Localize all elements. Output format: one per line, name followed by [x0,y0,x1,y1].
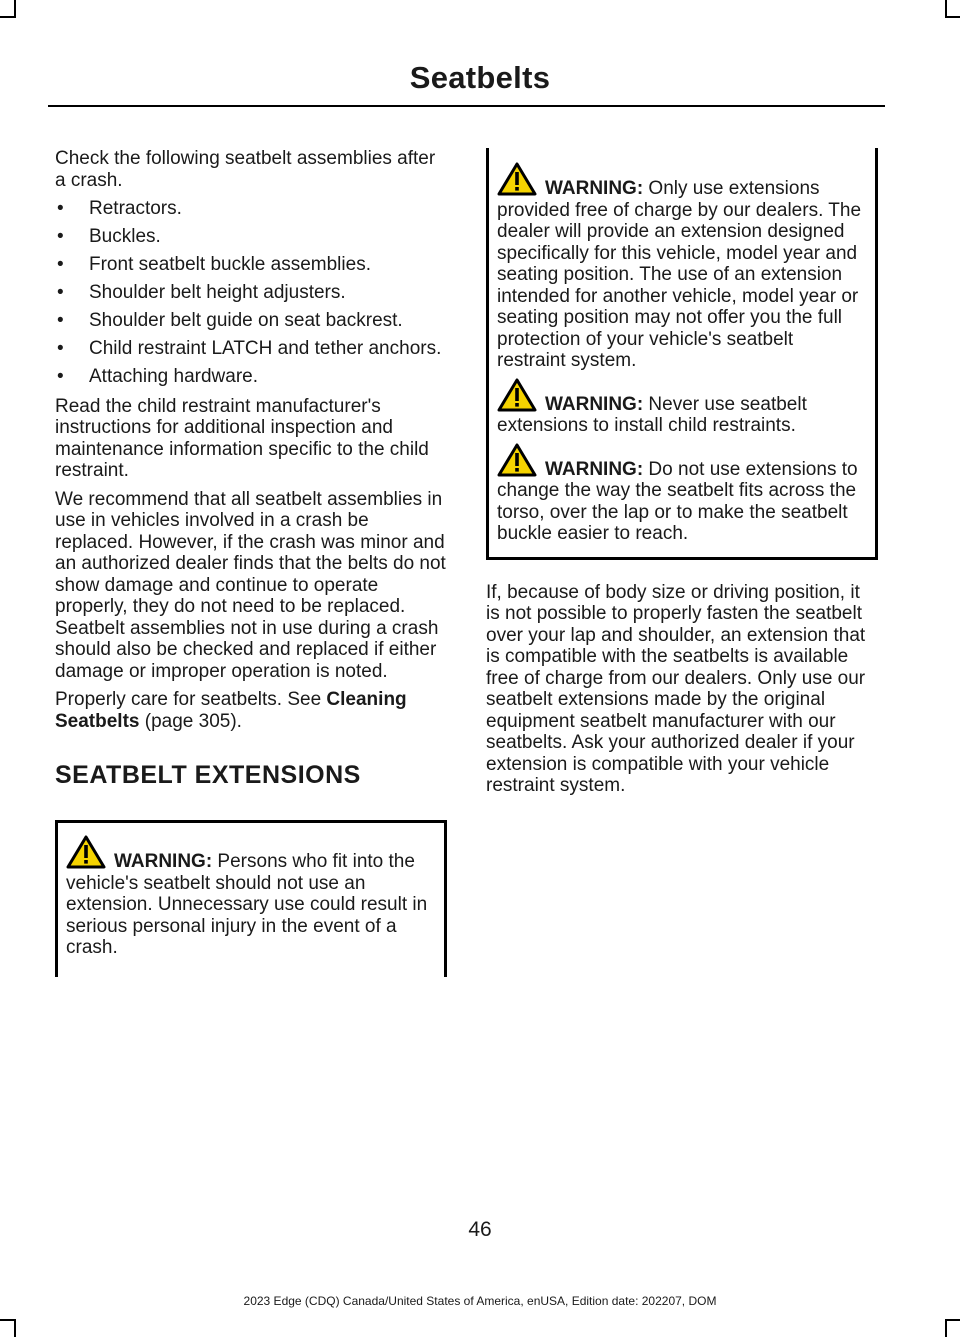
page-title: Seatbelts [409,60,551,95]
replacement-paragraph: We recommend that all seatbelt assemblies in use in vehicles involved in a crash be replaced. However, if the crash was minor and an authorized dealer finds that the belts do not show damage and continue to operate properly, they do not need to be replaced. Seatbelt assemblies not in use during a crash should also be checked and replaced if either damage or improper operation is noted. [55,488,446,682]
bullet: • [57,282,64,303]
warning-label: WARNING: [545,178,644,199]
section-heading: SEATBELT EXTENSIONS [55,761,361,789]
edition-note: 2023 Edge (CDQ) Canada/United States of America, enUSA, Edition date: 202207, DOM [243,1294,717,1308]
list-item: • Attaching hardware. [57,366,258,387]
warning-box [55,820,447,977]
warning-box [486,148,878,560]
header-divider [48,105,885,107]
warning-item [497,178,867,372]
left-column [55,148,447,977]
crop-mark [0,1319,16,1321]
warning-label: WARNING: [545,458,644,480]
intro-paragraph: Check the following seatbelt assemblies after a crash. [55,148,436,191]
warning-triangle-icon [497,443,537,477]
warning-triangle-icon [497,378,537,412]
list-item: • Front seatbelt buckle assemblies. [57,254,371,275]
child-restraint-paragraph: Read the child restraint manufacturer's instructions for additional inspection and maintenance information specific to the child restraint. [55,395,429,481]
list-item: • Shoulder belt guide on seat backrest. [57,310,403,331]
warning-label: WARNING: [114,851,213,872]
bullet: • [57,198,64,219]
crop-mark [14,1319,16,1337]
warning-item [497,459,867,545]
list-item: • Buckles. [57,226,161,247]
cleaning-seatbelts-link[interactable]: Cleaning Seatbelts [55,689,407,732]
care-paragraph: Properly care for seatbelts. See Cleaning Seatbelts (page 305). [55,689,407,732]
warning-triangle-icon [497,162,537,196]
crop-mark [945,1319,947,1337]
warning-item [66,851,436,959]
list-item: • Shoulder belt height adjusters. [57,282,346,303]
list-item: • Retractors. [57,198,182,219]
extension-paragraph: If, because of body size or driving position, it is not possible to properly fasten the seatbelt over your lap and shoulder, an extension that is compatible with the seatbelts is available free of charge from our dealers. Only use our seatbelt extensions made by the original equipment seatbelt manufacturer with our seatbelts. Ask your authorized dealer if your extension is compatible with your vehicle restraint system. [486,581,866,796]
warning-text: Never use seatbelt extensions to install child restraints. [497,393,807,436]
crop-mark [945,16,960,18]
crop-mark [945,1319,960,1321]
warning-label: WARNING: [545,393,644,415]
bullet: • [57,310,64,331]
warning-text: Persons who fit into the vehicle's seatbelt should not use an extension. Unnecessary use could result in serious personal injury in the event of a crash. [66,851,428,958]
warning-item [497,394,867,437]
list-item: • Child restraint LATCH and tether anchors. [57,338,442,359]
page-number: 46 [468,1218,492,1241]
bullet: • [57,338,64,359]
checklist [55,198,447,388]
right-column [486,148,878,804]
bullet: • [57,226,64,247]
warning-text: Do not use extensions to change the way the seatbelt fits across the torso, over the lap or to make the seatbelt buckle easier to reach. [497,458,858,544]
warning-text: Only use extensions provided free of charge by our dealers. The dealer will provide an extension designed specifically for this vehicle, model year and seating position. The use of an extension intended for another vehicle, model year or seating position may not offer you the full protection of your vehicle's seatbelt restraint system. [497,178,862,371]
crop-mark [0,16,16,18]
bullet: • [57,366,64,387]
bullet: • [57,254,64,275]
warning-triangle-icon [66,835,106,869]
